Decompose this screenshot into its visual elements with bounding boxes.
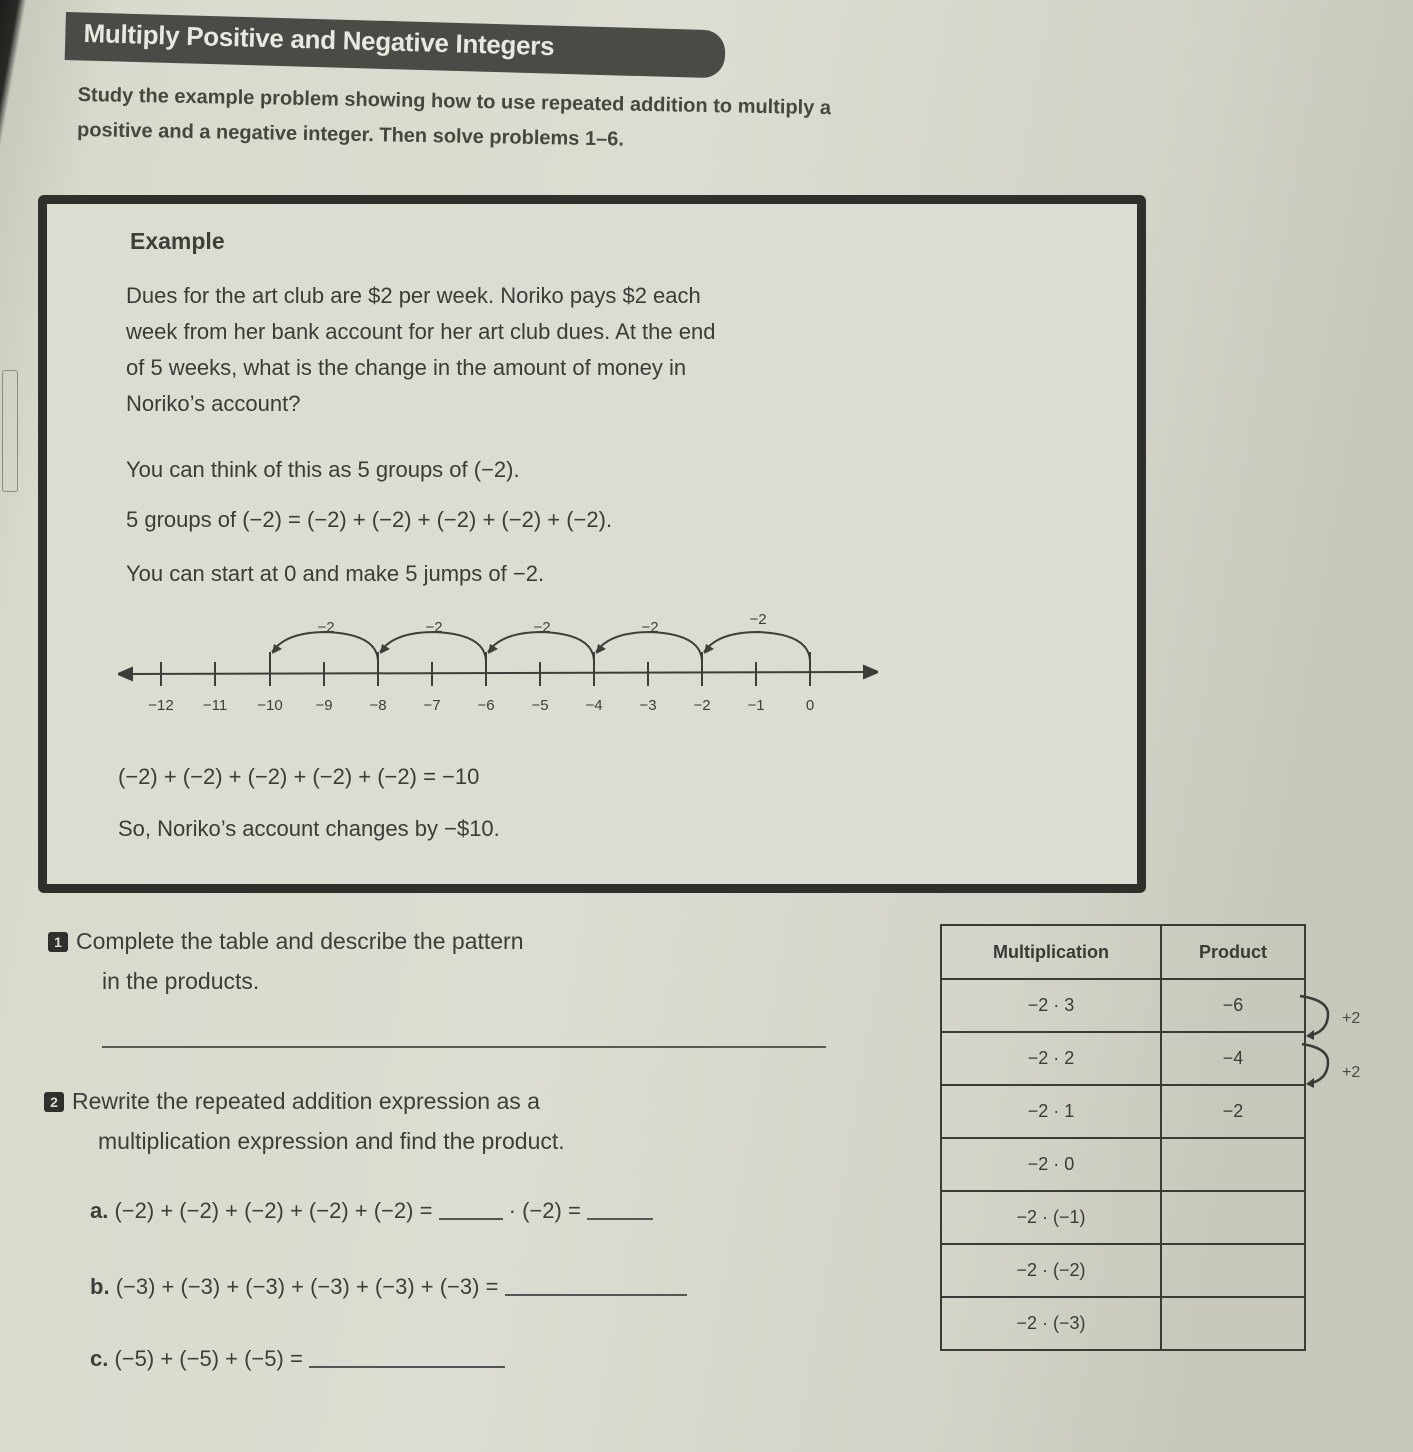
table-row [941,1191,1305,1244]
page-title: Multiply Positive and Negative Integers [83,18,555,62]
start-text: You can start at 0 and make 5 jumps of −2. [126,561,545,586]
tick-label: −2 [693,697,711,714]
multiplication-cell: −2 · (−2) [941,1244,1161,1297]
jump-label: −2 [749,612,767,628]
problem-line: week from her bank account for her art club dues. At the end [126,319,716,344]
groups-text: 5 groups of (−2) = (−2) + (−2) + (−2) + (−2) + (−2). [126,507,613,532]
tick-label: −9 [315,697,333,714]
problem-number-badge: 2 [44,1092,64,1112]
problem-line: Noriko’s account? [126,391,301,416]
multiplication-cell: −2 · (−3) [941,1297,1161,1350]
product-cell-blank[interactable] [1161,1191,1305,1244]
part-label: b. [90,1274,110,1299]
tick-label: −8 [369,697,387,714]
problem-line: Dues for the art club are $2 per week. Noriko pays $2 each [126,283,701,308]
product-cell: −4 [1161,1032,1305,1085]
table-row [941,1032,1305,1085]
table-row [941,1297,1305,1350]
product-cell: −2 [1161,1085,1305,1138]
column-header: Multiplication [941,925,1161,979]
tick-label: −11 [202,697,228,714]
multiplication-cell: −2 · 1 [941,1085,1161,1138]
expression: · (−2) = [508,1198,581,1223]
problem-2a [90,1198,653,1224]
tick-label: −7 [423,697,441,714]
multiplication-cell: −2 · 3 [941,979,1161,1032]
binder-tab-edge [2,370,18,492]
product-cell-blank[interactable] [1161,1244,1305,1297]
part-label: c. [90,1346,109,1371]
answer-blank[interactable] [309,1366,505,1368]
problem-1 [48,928,524,955]
problem-2-line2: multiplication expression and find the product. [98,1128,565,1154]
tick-label: −5 [531,697,549,714]
tick-label: −1 [747,697,765,714]
tick-label: 0 [805,697,815,714]
jump-label: −2 [317,619,335,636]
table-row [941,1244,1305,1297]
problem-text: Complete the table and describe the pattern [76,928,524,954]
table-row [941,979,1305,1032]
problem-number-badge: 1 [48,932,68,952]
multiplication-table [940,924,1306,1351]
step-label: +2 [1342,1010,1361,1027]
problem-2b [90,1274,687,1300]
expression: (−3) + (−3) + (−3) + (−3) + (−3) + (−3) = [115,1274,499,1299]
table-header-row [941,925,1305,979]
table-row [941,1085,1305,1138]
number-line [118,612,878,722]
jump-label: −2 [533,619,551,636]
expression: (−2) + (−2) + (−2) + (−2) + (−2) = [114,1198,433,1223]
example-problem [126,278,886,422]
multiplication-cell: −2 · 2 [941,1032,1161,1085]
tick-label: −3 [639,697,657,714]
problem-2c [90,1346,505,1372]
product-cell-blank[interactable] [1161,1297,1305,1350]
product-cell-blank[interactable] [1161,1138,1305,1191]
tick-label: −12 [148,697,174,714]
instructions: Study the example problem showing how to use repeated addition to multiply a positive and a negative integer. Then solve problems 1–6. [76,83,832,151]
tick-label: −4 [585,697,603,714]
answer-blank[interactable] [439,1218,503,1220]
step-label: +2 [1342,1064,1361,1081]
conclusion: So, Noriko’s account changes by −$10. [118,816,500,841]
problem-line: of 5 weeks, what is the change in the amount of money in [126,355,687,380]
tick-label: −6 [477,697,495,714]
pattern-answer-line[interactable] [102,1046,826,1048]
table-row [941,1138,1305,1191]
column-header: Product [1161,925,1305,979]
part-label: a. [90,1198,109,1223]
example-label: Example [130,228,225,254]
answer-blank[interactable] [587,1218,653,1220]
problem-2 [44,1088,540,1115]
product-cell: −6 [1161,979,1305,1032]
problem-text: Rewrite the repeated addition expression as a [72,1088,540,1114]
jump-label: −2 [425,619,443,636]
problem-1-line2: in the products. [102,968,260,994]
multiplication-cell: −2 · (−1) [941,1191,1161,1244]
think-text: You can think of this as 5 groups of (−2). [126,457,520,482]
multiplication-cell: −2 · 0 [941,1138,1161,1191]
sum-equation: (−2) + (−2) + (−2) + (−2) + (−2) = −10 [118,764,480,789]
jump-label: −2 [641,619,659,636]
tick-label: −10 [257,697,283,714]
step-arrows [1298,990,1338,1100]
expression: (−5) + (−5) + (−5) = [114,1346,303,1371]
answer-blank[interactable] [505,1294,687,1296]
